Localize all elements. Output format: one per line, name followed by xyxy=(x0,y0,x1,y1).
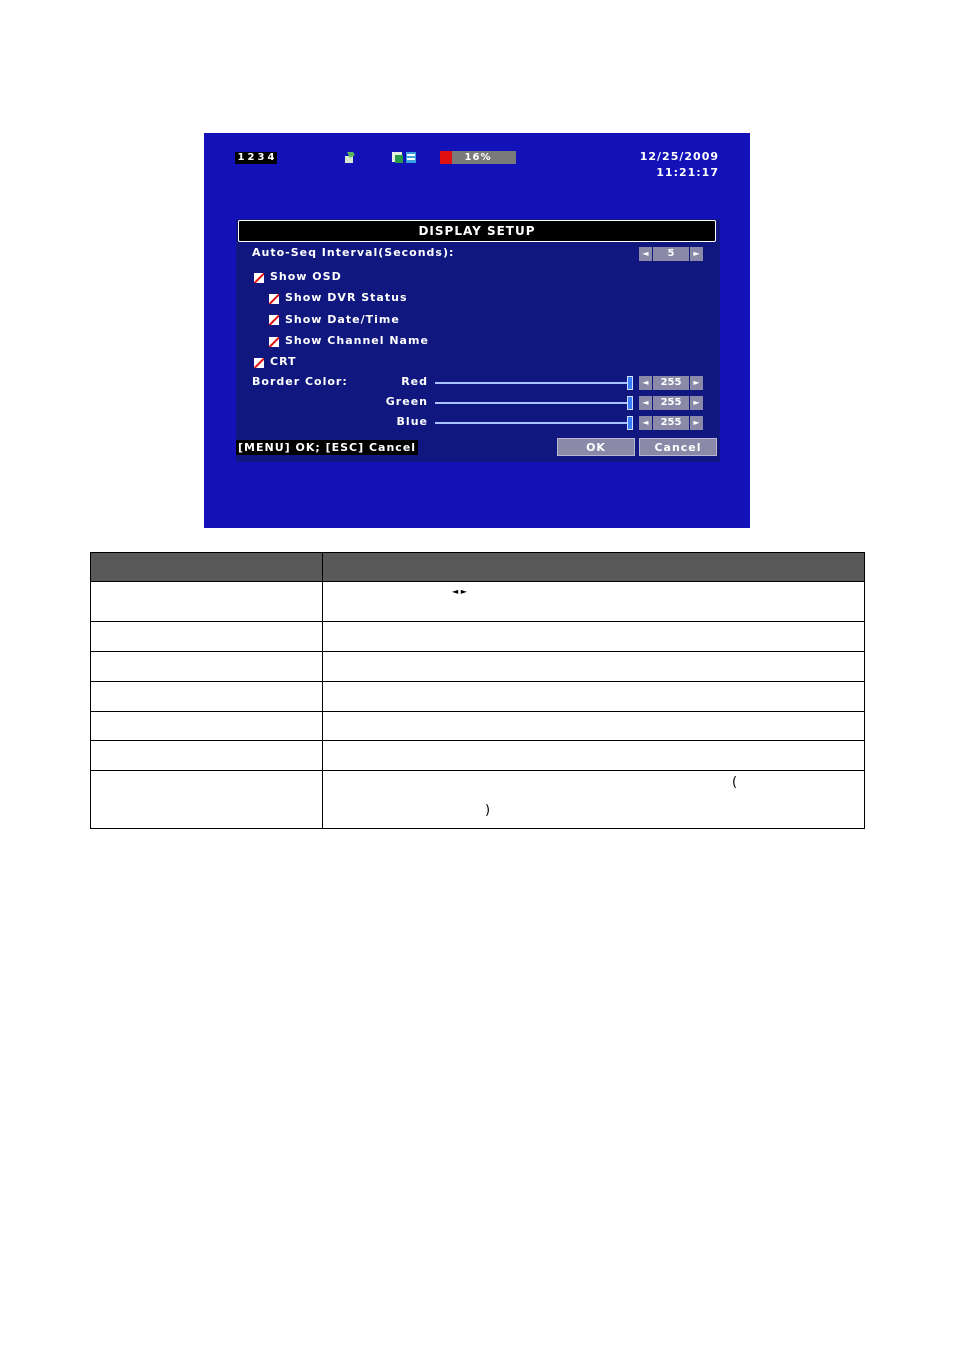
show-osd-checkbox[interactable] xyxy=(254,273,264,283)
blue-label: Blue xyxy=(396,415,428,428)
ok-button[interactable]: OK xyxy=(557,438,635,456)
display-setup-dialog xyxy=(236,219,720,462)
green-slider-track[interactable] xyxy=(435,402,633,404)
table-cell xyxy=(91,652,323,682)
date-text: 12/25/2009 xyxy=(639,150,719,163)
table-cell xyxy=(323,582,865,622)
table-cell xyxy=(323,682,865,712)
green-value[interactable]: 255 xyxy=(653,396,689,410)
left-arrow-icon[interactable]: ◄ xyxy=(639,396,652,410)
right-arrow-icon[interactable]: ► xyxy=(690,376,703,390)
show-date-time-label: Show Date/Time xyxy=(285,313,400,326)
cancel-button[interactable]: Cancel xyxy=(639,438,717,456)
table-cell xyxy=(323,712,865,741)
time-text: 11:21:17 xyxy=(656,166,719,179)
dialog-title: DISPLAY SETUP xyxy=(238,220,716,242)
table-cell xyxy=(323,741,865,771)
table-cell xyxy=(91,771,323,829)
border-color-label: Border Color: xyxy=(252,375,348,388)
blue-spinner[interactable] xyxy=(639,416,703,430)
auto-seq-label: Auto-Seq Interval(Seconds): xyxy=(252,246,455,259)
arrow-keys-icon: ◄ ► xyxy=(452,587,467,596)
table-row xyxy=(91,652,865,682)
show-date-time-checkbox[interactable] xyxy=(269,315,279,325)
left-arrow-icon[interactable]: ◄ xyxy=(639,376,652,390)
blue-slider-track[interactable] xyxy=(435,422,633,424)
show-channel-name-label: Show Channel Name xyxy=(285,334,429,347)
red-label: Red xyxy=(401,375,428,388)
show-channel-name-checkbox[interactable] xyxy=(269,337,279,347)
green-slider-thumb[interactable] xyxy=(627,396,633,410)
channel-1[interactable]: 1 xyxy=(237,152,245,163)
crt-checkbox[interactable] xyxy=(254,358,264,368)
left-arrow-icon[interactable]: ◄ xyxy=(639,416,652,430)
show-dvr-status-checkbox[interactable] xyxy=(269,294,279,304)
table-row xyxy=(91,582,865,622)
settings-table xyxy=(90,552,865,829)
channel-4[interactable]: 4 xyxy=(267,152,275,163)
blue-value[interactable]: 255 xyxy=(653,416,689,430)
table-cell xyxy=(91,582,323,622)
left-arrow-icon[interactable]: ◄ xyxy=(639,247,652,261)
right-arrow-icon[interactable]: ► xyxy=(690,247,703,261)
table-cell xyxy=(91,622,323,652)
table-row xyxy=(91,712,865,741)
table-cell xyxy=(323,652,865,682)
table-header xyxy=(91,553,865,582)
table-cell xyxy=(323,771,865,829)
show-dvr-status-label: Show DVR Status xyxy=(285,291,408,304)
table-cell xyxy=(323,622,865,652)
disk-icon xyxy=(392,151,418,164)
green-spinner[interactable] xyxy=(639,396,703,410)
red-spinner[interactable] xyxy=(639,376,703,390)
green-label: Green xyxy=(385,395,428,408)
show-osd-label: Show OSD xyxy=(270,270,342,283)
table-header-cell xyxy=(323,553,865,582)
hdd-usage-bar xyxy=(440,151,516,164)
hdd-usage-text: 16% xyxy=(464,152,492,163)
red-value[interactable]: 255 xyxy=(653,376,689,390)
table-cell xyxy=(91,741,323,771)
table-row xyxy=(91,771,865,829)
table-cell xyxy=(91,712,323,741)
table-header-cell xyxy=(91,553,323,582)
close-bracket: ) xyxy=(485,803,491,818)
dvr-screen xyxy=(204,133,750,528)
table-row xyxy=(91,622,865,652)
table-cell xyxy=(91,682,323,712)
channel-indicator xyxy=(235,152,277,164)
clock xyxy=(640,149,719,181)
auto-seq-spinner[interactable] xyxy=(639,247,703,261)
channel-2[interactable]: 2 xyxy=(247,152,255,163)
blue-slider-thumb[interactable] xyxy=(627,416,633,430)
auto-seq-value[interactable]: 5 xyxy=(653,247,689,261)
network-icon xyxy=(344,151,356,164)
red-slider-track[interactable] xyxy=(435,382,633,384)
right-arrow-icon[interactable]: ► xyxy=(690,396,703,410)
table-row xyxy=(91,682,865,712)
right-arrow-icon[interactable]: ► xyxy=(690,416,703,430)
key-hint: [MENU] OK; [ESC] Cancel xyxy=(238,441,417,454)
crt-label: CRT xyxy=(270,355,297,368)
table-row xyxy=(91,741,865,771)
open-bracket: ( xyxy=(732,775,738,790)
channel-3[interactable]: 3 xyxy=(257,152,265,163)
red-slider-thumb[interactable] xyxy=(627,376,633,390)
